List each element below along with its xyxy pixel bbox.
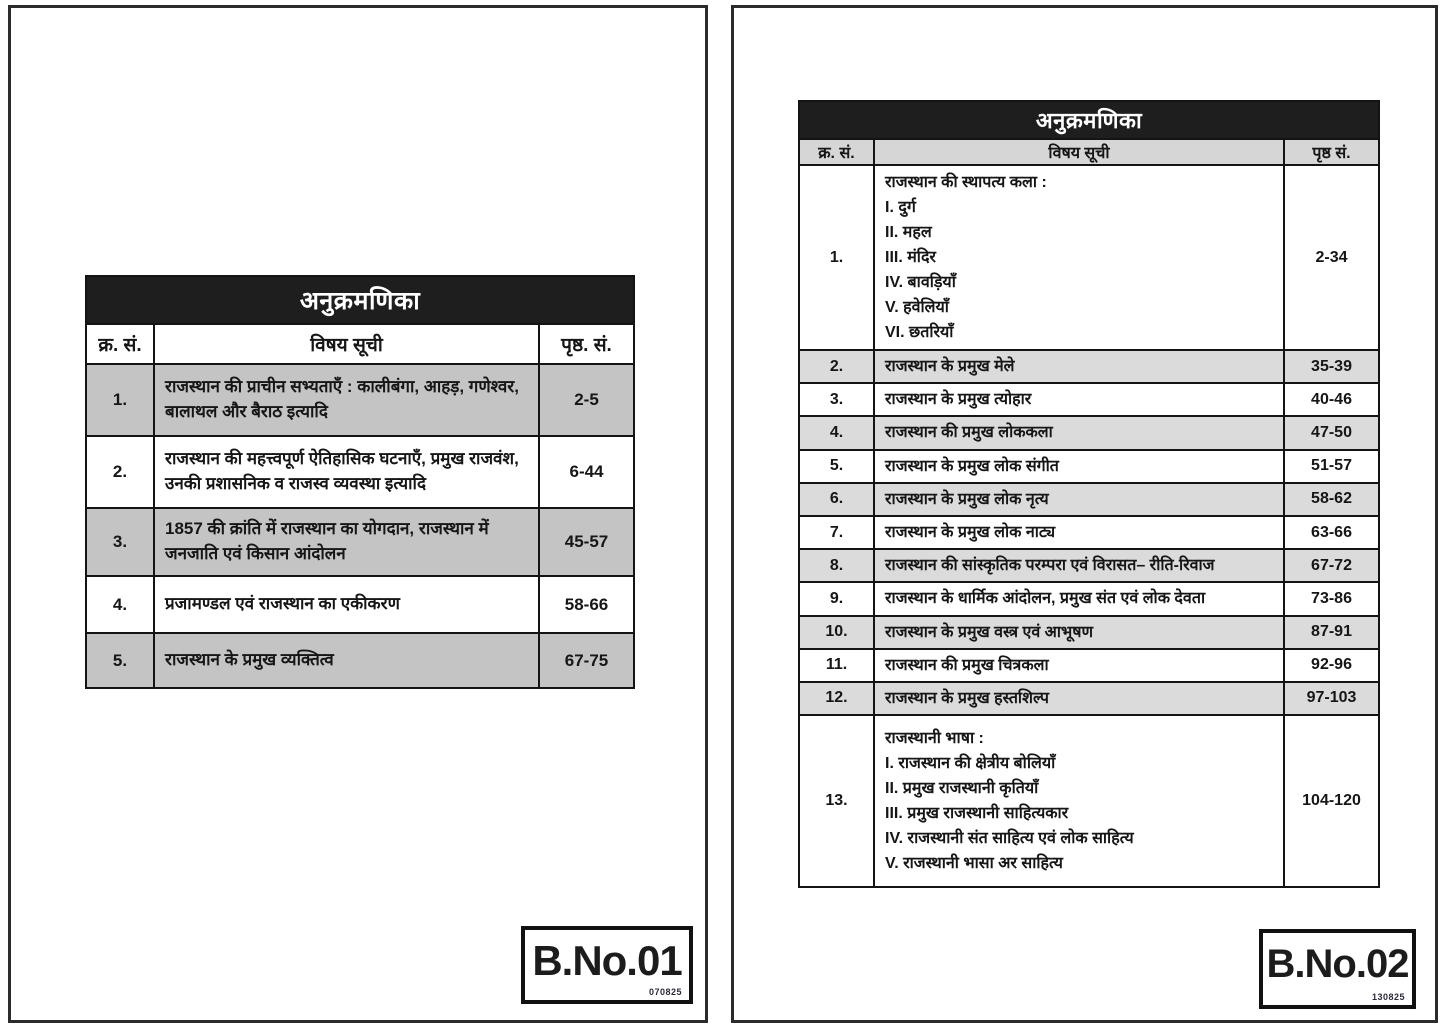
row-serial: 3. — [86, 508, 154, 576]
table-row — [799, 483, 1379, 516]
toc-title: अनुक्रमणिका — [799, 101, 1379, 139]
row-serial: 11. — [799, 649, 874, 682]
book-number: B.No.02 — [1266, 942, 1409, 986]
subject-line: राजस्थानी भाषा : — [885, 730, 984, 748]
print-code: 130825 — [1371, 992, 1405, 1002]
row-page: 6-44 — [539, 436, 634, 508]
row-subject — [874, 165, 1284, 350]
subject-line: I. दुर्ग — [885, 199, 916, 216]
table-row — [799, 450, 1379, 483]
toc-title: अनुक्रमणिका — [86, 276, 634, 324]
table-row — [799, 383, 1379, 416]
col-header-subject: विषय सूची — [874, 139, 1284, 165]
row-subject: राजस्थान के प्रमुख लोक नाट्य — [874, 516, 1284, 549]
scanned-page-1 — [8, 5, 708, 1023]
table-row — [799, 616, 1379, 649]
table-row — [799, 165, 1379, 350]
table-row — [86, 364, 634, 436]
row-subject: राजस्थान के प्रमुख वस्त्र एवं आभूषण — [874, 616, 1284, 649]
row-subject: राजस्थान की महत्त्वपूर्ण ऐतिहासिक घटनाएँ, प्रमुख राजवंश, उनकी प्रशासनिक व राजस्व व्यवस्था इत्यादि — [154, 436, 539, 508]
table-row — [86, 633, 634, 688]
subject-line: IV. राजस्थानी संत साहित्य एवं लोक साहित्य — [885, 830, 1134, 848]
row-serial: 1. — [799, 165, 874, 350]
row-serial: 12. — [799, 682, 874, 715]
row-page: 67-75 — [539, 633, 634, 688]
table-row — [799, 582, 1379, 615]
row-serial: 2. — [799, 350, 874, 383]
row-page: 58-66 — [539, 576, 634, 633]
row-serial: 5. — [86, 633, 154, 688]
row-page: 2-5 — [539, 364, 634, 436]
subject-line: III. मंदिर — [885, 249, 936, 266]
scanned-page-2 — [731, 5, 1438, 1023]
row-serial: 13. — [799, 715, 874, 887]
row-page: 51-57 — [1284, 450, 1379, 483]
subject-line: V. हवेलियाँ — [885, 299, 949, 316]
table-row — [799, 649, 1379, 682]
row-page: 97-103 — [1284, 682, 1379, 715]
column-header-row — [799, 139, 1379, 165]
row-serial: 3. — [799, 383, 874, 416]
book-number: B.No.01 — [532, 937, 682, 984]
row-subject: राजस्थान के प्रमुख मेले — [874, 350, 1284, 383]
subject-line: I. राजस्थान की क्षेत्रीय बोलियाँ — [885, 755, 1056, 773]
col-header-serial: क्र. सं. — [799, 139, 874, 165]
row-page: 40-46 — [1284, 383, 1379, 416]
col-header-page: पृष्ठ. सं. — [539, 324, 634, 364]
row-serial: 5. — [799, 450, 874, 483]
book-number-box — [1259, 929, 1416, 1009]
row-page: 67-72 — [1284, 549, 1379, 582]
toc-table-1 — [85, 275, 635, 689]
row-page: 2-34 — [1284, 165, 1379, 350]
row-subject: राजस्थान के प्रमुख लोक संगीत — [874, 450, 1284, 483]
column-header-row — [86, 324, 634, 364]
subject-line: II. प्रमुख राजस्थानी कृतियाँ — [885, 780, 1039, 798]
row-serial: 8. — [799, 549, 874, 582]
table-row — [799, 682, 1379, 715]
row-serial: 4. — [86, 576, 154, 633]
row-page: 104-120 — [1284, 715, 1379, 887]
col-header-page: पृष्ठ सं. — [1284, 139, 1379, 165]
table-row — [799, 350, 1379, 383]
subject-line: V. राजस्थानी भासा अर साहित्य — [885, 855, 1063, 873]
col-header-serial: क्र. सं. — [86, 324, 154, 364]
table-row — [86, 436, 634, 508]
table-row — [86, 508, 634, 576]
row-subject: प्रजामण्डल एवं राजस्थान का एकीकरण — [154, 576, 539, 633]
toc-title-row — [86, 276, 634, 324]
row-subject: राजस्थान के प्रमुख लोक नृत्य — [874, 483, 1284, 516]
row-subject: राजस्थान के धार्मिक आंदोलन, प्रमुख संत एवं लोक देवता — [874, 582, 1284, 615]
row-page: 87-91 — [1284, 616, 1379, 649]
subject-line: II. महल — [885, 224, 932, 241]
table-row — [799, 516, 1379, 549]
row-serial: 10. — [799, 616, 874, 649]
row-page: 47-50 — [1284, 416, 1379, 449]
col-header-subject: विषय सूची — [154, 324, 539, 364]
subject-line: VI. छतरियाँ — [885, 324, 954, 341]
subject-line: राजस्थान की स्थापत्य कला : — [885, 174, 1047, 191]
row-serial: 6. — [799, 483, 874, 516]
row-subject: राजस्थान की प्राचीन सभ्यताएँ : कालीबंगा, आहड़, गणेश्वर, बालाथल और बैराठ इत्यादि — [154, 364, 539, 436]
row-subject: राजस्थान के प्रमुख त्योहार — [874, 383, 1284, 416]
row-page: 73-86 — [1284, 582, 1379, 615]
table-row — [799, 416, 1379, 449]
row-subject: 1857 की क्रांति में राजस्थान का योगदान, राजस्थान में जनजाति एवं किसान आंदोलन — [154, 508, 539, 576]
row-subject: राजस्थान के प्रमुख हस्तशिल्प — [874, 682, 1284, 715]
row-subject: राजस्थान के प्रमुख व्यक्तित्व — [154, 633, 539, 688]
subject-line: III. प्रमुख राजस्थानी साहित्यकार — [885, 805, 1069, 823]
row-subject: राजस्थान की सांस्कृतिक परम्परा एवं विरासत– रीति-रिवाज — [874, 549, 1284, 582]
table-row — [86, 576, 634, 633]
row-page: 58-62 — [1284, 483, 1379, 516]
table-row — [799, 715, 1379, 887]
toc-title-row — [799, 101, 1379, 139]
row-serial: 7. — [799, 516, 874, 549]
row-subject: राजस्थान की प्रमुख लोककला — [874, 416, 1284, 449]
row-page: 45-57 — [539, 508, 634, 576]
subject-line: IV. बावड़ियाँ — [885, 274, 956, 291]
print-code: 070825 — [648, 987, 682, 997]
row-serial: 4. — [799, 416, 874, 449]
row-page: 92-96 — [1284, 649, 1379, 682]
row-serial: 9. — [799, 582, 874, 615]
row-serial: 2. — [86, 436, 154, 508]
row-subject — [874, 715, 1284, 887]
row-subject: राजस्थान की प्रमुख चित्रकला — [874, 649, 1284, 682]
row-page: 63-66 — [1284, 516, 1379, 549]
row-serial: 1. — [86, 364, 154, 436]
table-row — [799, 549, 1379, 582]
toc-table-2 — [798, 100, 1380, 888]
row-page: 35-39 — [1284, 350, 1379, 383]
book-number-box — [521, 926, 693, 1004]
